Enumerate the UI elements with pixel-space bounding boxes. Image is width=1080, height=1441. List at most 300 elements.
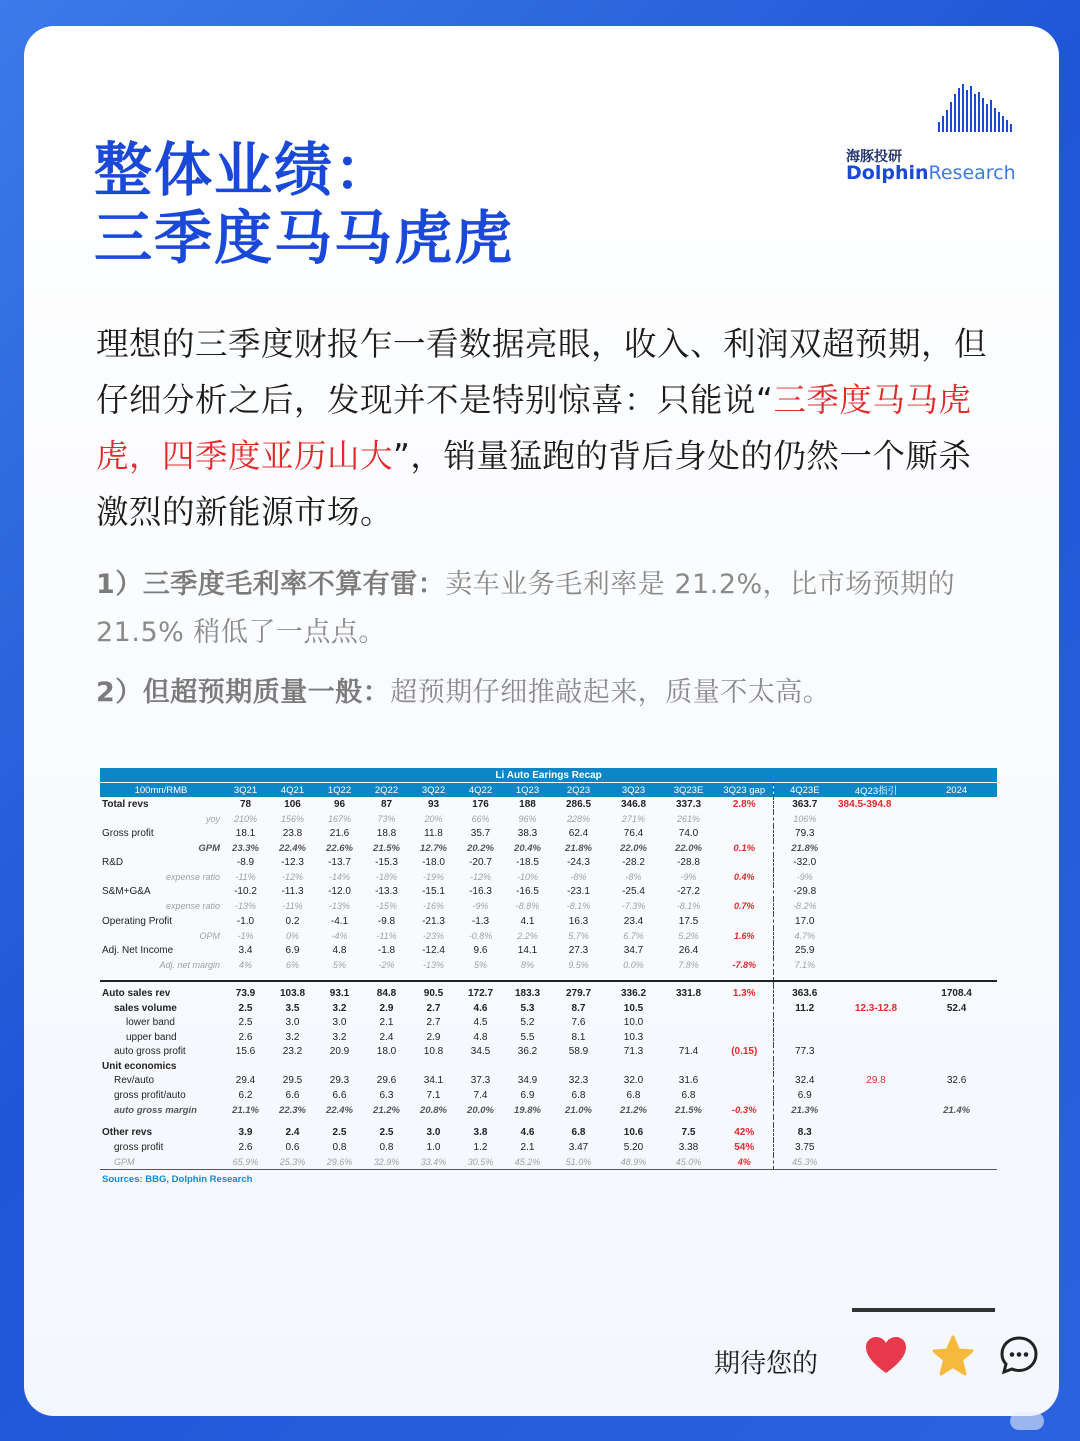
table-cell: 21.0% — [565, 1104, 592, 1116]
comment-icon[interactable] — [999, 1335, 1039, 1375]
star-icon[interactable] — [931, 1335, 975, 1377]
row-label: OPM — [199, 930, 220, 941]
table-cell: 21.2% — [620, 1104, 647, 1116]
table-cell: -7.8% — [716, 958, 773, 973]
earnings-recap-table — [100, 768, 997, 1187]
table-cell: 106 — [284, 798, 301, 810]
table-cell: 21.8% — [791, 842, 819, 854]
row-label: lower band — [126, 1017, 175, 1029]
table-cell: -28.2 — [622, 857, 645, 869]
table-cell: 6.8 — [681, 1090, 696, 1102]
table-cell — [836, 826, 916, 841]
table-cell — [836, 870, 916, 885]
title-line-2: 三季度马马虎虎 — [94, 204, 515, 272]
table-cell: 35.7 — [470, 827, 491, 839]
table-cell: 78 — [239, 798, 252, 810]
table-cell: 25.3% — [279, 1156, 306, 1167]
table-cell: 45.0% — [675, 1156, 702, 1167]
table-cell: 1708.4 — [941, 987, 972, 999]
table-cell — [916, 1140, 997, 1155]
card — [24, 26, 1059, 1416]
point-1-lead: 1）三季度毛利率不算有雷： — [96, 569, 446, 600]
table-cell: 22.3% — [279, 1104, 306, 1116]
table-cell: -1.3 — [471, 915, 490, 927]
table-cell: 4.7% — [794, 930, 815, 941]
table-cell: -1.8 — [377, 944, 396, 956]
table-cell: -16.3 — [469, 886, 492, 898]
table-cell: -9% — [796, 872, 813, 883]
table-cell: 96 — [333, 798, 346, 810]
row-label: upper band — [126, 1031, 177, 1043]
table-cell: (0.15) — [716, 1045, 773, 1060]
table-cell: -4.1 — [330, 915, 349, 927]
table-cell: 36.2 — [517, 1046, 538, 1058]
table-cell: 22.4% — [326, 1104, 353, 1116]
table-cell — [916, 1045, 997, 1060]
table-cell: 2.8% — [716, 797, 773, 812]
table-row — [100, 797, 997, 812]
table-cell: 5.5 — [520, 1031, 535, 1043]
table-cell: 6.9 — [520, 1090, 535, 1102]
table-cell: 5.20 — [623, 1141, 644, 1153]
table-cell: 286.5 — [565, 798, 592, 810]
table-cell: 0.0% — [623, 959, 644, 970]
table-cell: 93.1 — [329, 987, 350, 999]
table-cell: 25.9 — [795, 944, 815, 956]
table-cell: -12.3 — [281, 857, 304, 869]
table-cell: 29.4 — [235, 1075, 256, 1087]
table-cell: -11% — [282, 901, 303, 912]
row-label: Rev/auto — [114, 1075, 155, 1087]
table-cell — [716, 1074, 773, 1089]
row-label: Total revs — [102, 798, 149, 810]
table-cell: 0.8 — [332, 1141, 347, 1153]
table-cell: 346.8 — [620, 798, 647, 810]
table-row — [100, 928, 997, 943]
table-cell: 7.8% — [678, 959, 699, 970]
logo-en-bold: Dolphin — [846, 162, 929, 184]
table-cell: 29.8 — [866, 1075, 886, 1087]
table-cell — [661, 1030, 716, 1045]
table-cell: -13.3 — [375, 886, 398, 898]
table-cell: 8% — [520, 959, 534, 970]
table-cell: 31.6 — [678, 1075, 699, 1087]
table-cell: -9.8 — [377, 915, 396, 927]
intro-paragraph — [96, 316, 1001, 540]
row-label: Operating Profit — [102, 915, 173, 927]
table-cell: -15.1 — [422, 886, 445, 898]
table-cell: 3.0 — [426, 1127, 441, 1139]
table-cell — [716, 885, 773, 900]
table-cell — [836, 1059, 916, 1074]
table-cell: 21.8% — [565, 842, 592, 854]
row-label: yoy — [205, 813, 220, 824]
title-line-1: 整体业绩： — [94, 136, 395, 204]
point-1-body: 卖车业务毛利率是 21.2%，比市场预期的 21.5% 稍低了一点点。 — [96, 569, 956, 648]
table-cell: -27.2 — [677, 886, 700, 898]
table-cell: -19% — [422, 872, 444, 883]
table-cell: 156% — [280, 813, 305, 824]
table-cell: 3.8 — [473, 1127, 488, 1139]
table-row — [100, 870, 997, 885]
table-cell: 5.3 — [520, 1002, 535, 1014]
table-cell: 20% — [424, 813, 443, 824]
table-cell: 210% — [233, 813, 258, 824]
table-cell: 48.9% — [620, 1156, 647, 1167]
row-label: Auto sales rev — [102, 987, 171, 999]
table-header-cell: 3Q22 — [410, 783, 457, 798]
table-cell: 336.2 — [620, 987, 647, 999]
table-cell: -23.1 — [567, 886, 590, 898]
table-cell: 10.3 — [623, 1031, 644, 1043]
point-2-lead: 2）但超预期质量一般： — [96, 677, 391, 708]
table-cell: -13% — [328, 901, 350, 912]
recap-table — [100, 768, 997, 1187]
table-cell: 2.5 — [238, 1002, 253, 1014]
table-cell: 3.38 — [678, 1141, 699, 1153]
table-cell — [836, 899, 916, 914]
table-cell: 22.0% — [675, 842, 702, 854]
table-cell: 2.5 — [379, 1127, 394, 1139]
table-header-cell: 3Q21 — [222, 783, 269, 798]
table-cell: 6.6 — [332, 1090, 347, 1102]
table-cell — [716, 826, 773, 841]
table-cell: 2.4 — [379, 1031, 394, 1043]
table-row — [100, 1015, 997, 1030]
table-cell: 52.4 — [946, 1002, 967, 1014]
table-cell: 2.6 — [238, 1141, 253, 1153]
table-row — [100, 986, 997, 1001]
table-cell: 7.1% — [794, 959, 815, 970]
table-cell: 0.6 — [285, 1141, 300, 1153]
table-row — [100, 1059, 997, 1074]
table-cell — [916, 1030, 997, 1045]
table-cell: 2.7 — [426, 1002, 441, 1014]
table-cell: 6.9 — [285, 944, 300, 956]
row-label: GPM — [198, 842, 220, 854]
table-cell: 3.2 — [332, 1002, 347, 1014]
table-cell: 0.2 — [285, 915, 300, 927]
table-cell: 4.8 — [473, 1031, 488, 1043]
table-cell: 71.3 — [623, 1046, 644, 1058]
table-cell: 384.5-394.8 — [838, 798, 892, 810]
table-cell — [773, 1030, 836, 1045]
page-title — [94, 136, 514, 272]
table-cell — [916, 1155, 997, 1170]
table-row — [100, 855, 997, 870]
table-cell: 2.2% — [517, 930, 538, 941]
table-cell: -12.0 — [328, 886, 351, 898]
intro-part-2: ”，销量猛跑的背后身处的仍然一个厮杀激烈的新能源市场。 — [96, 437, 972, 531]
table-cell: 77.3 — [795, 1046, 815, 1058]
table-cell: 79.3 — [795, 827, 815, 839]
table-cell: -2% — [378, 959, 395, 970]
table-cell: -12% — [469, 872, 491, 883]
table-cell: 8.3 — [797, 1127, 812, 1139]
table-cell: 20.9 — [329, 1046, 350, 1058]
table-cell: -4% — [331, 930, 348, 941]
table-cell — [716, 1030, 773, 1045]
table-cell — [716, 914, 773, 929]
table-cell: 0.7% — [716, 899, 773, 914]
table-cell: -8.9 — [236, 857, 255, 869]
row-label: R&D — [102, 857, 124, 869]
corner-watermark — [1010, 1412, 1044, 1430]
table-row — [100, 914, 997, 929]
table-cell — [836, 943, 916, 958]
table-cell — [716, 855, 773, 870]
table-cell — [661, 1059, 716, 1074]
table-cell — [836, 1155, 916, 1170]
table-cell: 22.0% — [620, 842, 647, 854]
table-cell: 93 — [427, 798, 440, 810]
table-cell — [316, 1059, 363, 1074]
table-cell: -32.0 — [793, 857, 817, 869]
footer-text: 期待您的 — [714, 1349, 819, 1379]
table-row — [100, 826, 997, 841]
row-label: GPM — [114, 1156, 135, 1167]
table-cell: 167% — [327, 813, 352, 824]
table-cell: 51.0% — [565, 1156, 592, 1167]
row-label: gross profit/auto — [114, 1090, 186, 1102]
row-label: S&M+G&A — [102, 886, 151, 898]
table-cell — [606, 1059, 661, 1074]
table-cell: 4% — [238, 959, 252, 970]
table-cell: -29.8 — [793, 886, 817, 898]
table-cell: 21.2% — [373, 1104, 400, 1116]
table-cell: 172.7 — [467, 987, 494, 999]
table-cell: 34.5 — [470, 1046, 491, 1058]
table-cell: 3.0 — [285, 1017, 300, 1029]
table-cell: 74.0 — [678, 827, 699, 839]
table-cell: 73% — [377, 813, 396, 824]
point-2 — [96, 669, 1006, 717]
table-cell: -8.1% — [676, 901, 701, 912]
table-cell: 103.8 — [279, 987, 306, 999]
table-cell: -8% — [625, 872, 642, 883]
row-label: auto gross profit — [114, 1046, 186, 1058]
table-cell: -9% — [472, 901, 489, 912]
spacer-row — [100, 972, 997, 981]
table-cell — [661, 1015, 716, 1030]
table-cell: 84.8 — [376, 987, 397, 999]
table-cell: 337.3 — [675, 798, 702, 810]
table-cell: -24.3 — [567, 857, 590, 869]
table-cell — [551, 1059, 606, 1074]
table-cell: -9% — [680, 872, 697, 883]
table-source: Sources: BBG, Dolphin Research — [102, 1174, 253, 1186]
table-cell: 65.9% — [232, 1156, 259, 1167]
table-cell: 90.5 — [423, 987, 444, 999]
table-cell: -15% — [375, 901, 397, 912]
table-cell: 58.9 — [568, 1046, 589, 1058]
table-cell — [836, 885, 916, 900]
table-cell: 2.9 — [379, 1002, 394, 1014]
table-cell: 54% — [716, 1140, 773, 1155]
table-cell: -25.4 — [622, 886, 645, 898]
table-cell: 5% — [332, 959, 346, 970]
table-cell — [269, 1059, 316, 1074]
table-cell: 32.6 — [946, 1075, 967, 1087]
table-cell: 21.4% — [943, 1104, 971, 1116]
table-cell: 21.1% — [232, 1104, 259, 1116]
table-cell — [836, 1088, 916, 1103]
point-2-body: 超预期仔细推敲起来，质量不太高。 — [390, 677, 831, 708]
table-row — [100, 812, 997, 827]
table-cell: 27.3 — [568, 944, 589, 956]
logo-bars-icon — [936, 82, 1022, 132]
table-cell: 76.4 — [623, 827, 644, 839]
table-cell: -0.8% — [468, 930, 493, 941]
table-cell: -16.5 — [516, 886, 539, 898]
table-cell: -11.3 — [281, 886, 304, 898]
spacer-row — [100, 1117, 997, 1125]
table-cell: 12.3-12.8 — [854, 1002, 898, 1014]
table-cell: 3.47 — [568, 1141, 589, 1153]
row-label: expense ratio — [165, 872, 220, 883]
table-cell: 6.2 — [238, 1090, 253, 1102]
table-cell: 7.6 — [571, 1017, 586, 1029]
table-cell — [916, 1059, 997, 1074]
table-cell: 0.1% — [716, 841, 773, 856]
table-cell — [836, 958, 916, 973]
table-cell: 188 — [519, 798, 536, 810]
table-row — [100, 958, 997, 973]
table-cell — [836, 841, 916, 856]
table-cell: 6.7% — [623, 930, 644, 941]
table-cell: 1.0 — [426, 1141, 441, 1153]
table-cell: 331.8 — [675, 987, 702, 999]
table-cell: 73.9 — [235, 987, 256, 999]
table-cell: 29.3 — [329, 1075, 350, 1087]
logo-en-text — [846, 162, 1016, 184]
table-cell: 4.1 — [520, 915, 535, 927]
table-cell: 261% — [676, 813, 701, 824]
table-cell: 2.5 — [238, 1017, 253, 1029]
table-cell: -8.2% — [792, 901, 817, 912]
table-row — [100, 885, 997, 900]
table-cell — [716, 812, 773, 827]
table-cell — [916, 1125, 997, 1140]
table-cell: 45.2% — [514, 1156, 541, 1167]
table-cell: 34.9 — [517, 1075, 538, 1087]
table-cell: 6% — [285, 959, 299, 970]
heart-icon[interactable] — [864, 1335, 908, 1375]
row-label: Unit economics — [102, 1060, 177, 1072]
table-header-cell: 2024 — [916, 783, 997, 798]
table-cell: 20.0% — [467, 1104, 494, 1116]
table-cell: 2.1 — [379, 1017, 394, 1029]
table-cell: -1.0 — [236, 915, 255, 927]
table-cell: 363.6 — [792, 987, 818, 999]
table-cell: 18.0 — [376, 1046, 397, 1058]
table-cell: -12.4 — [422, 944, 445, 956]
table-cell: 3.0 — [332, 1017, 347, 1029]
table-cell — [716, 1001, 773, 1016]
table-cell: 23.3% — [232, 842, 259, 854]
table-cell: 2.1 — [520, 1141, 535, 1153]
table-cell — [661, 1001, 716, 1016]
table-cell: -11% — [376, 930, 397, 941]
table-cell: 10.6 — [623, 1127, 644, 1139]
dolphin-research-logo — [846, 82, 1026, 192]
table-cell: 17.0 — [795, 915, 815, 927]
table-cell — [916, 885, 997, 900]
table-cell — [716, 1015, 773, 1030]
table-header-cell: 4Q22 — [457, 783, 504, 798]
table-cell: 3.4 — [238, 944, 253, 956]
table-cell: 1.2 — [473, 1141, 488, 1153]
table-cell: 5.2% — [678, 930, 699, 941]
table-cell — [916, 943, 997, 958]
table-cell — [836, 1015, 916, 1030]
table-cell: 5.2 — [520, 1017, 535, 1029]
table-row — [100, 1088, 997, 1103]
table-cell — [504, 1059, 551, 1074]
table-header-cell: 3Q23 gap — [716, 783, 773, 798]
table-cell: 0.8 — [379, 1141, 394, 1153]
table-cell: 2.6 — [238, 1031, 253, 1043]
table-cell: 2.4 — [285, 1127, 300, 1139]
table-cell: 26.4 — [678, 944, 699, 956]
table-header-cell: 2Q22 — [363, 783, 410, 798]
table-cell: 9.6 — [473, 944, 488, 956]
table-cell — [916, 958, 997, 973]
table-cell: 20.8% — [420, 1104, 447, 1116]
table-cell: -13% — [422, 959, 444, 970]
table-cell: -16% — [422, 901, 444, 912]
table-cell: -1% — [237, 930, 254, 941]
table-cell: -20.7 — [469, 857, 492, 869]
table-cell: 16.3 — [568, 915, 589, 927]
table-cell: -23% — [422, 930, 444, 941]
table-row — [100, 1125, 997, 1140]
table-cell — [836, 914, 916, 929]
table-cell — [916, 797, 997, 812]
table-cell: 20.4% — [514, 842, 541, 854]
table-cell: 11.8 — [424, 827, 443, 839]
table-cell: 7.5 — [681, 1127, 696, 1139]
row-label: Gross profit — [102, 827, 154, 839]
table-cell: 32.4 — [795, 1075, 815, 1087]
row-label: sales volume — [114, 1002, 177, 1014]
table-cell: -10% — [516, 872, 538, 883]
point-1 — [96, 561, 1006, 657]
table-cell: 38.3 — [517, 827, 538, 839]
table-cell — [836, 1103, 916, 1118]
table-row — [100, 1140, 997, 1155]
table-cell — [916, 870, 997, 885]
table-cell: 7.1 — [426, 1090, 441, 1102]
table-cell: 176 — [472, 798, 489, 810]
table-cell: -13.7 — [328, 857, 351, 869]
table-cell: 10.8 — [423, 1046, 444, 1058]
table-cell — [716, 943, 773, 958]
table-cell — [836, 928, 916, 943]
table-header-cell: 1Q22 — [316, 783, 363, 798]
table-cell — [222, 1059, 269, 1074]
table-cell: 32.3 — [568, 1075, 589, 1087]
table-cell: 23.4 — [623, 915, 644, 927]
table-cell: 18.8 — [376, 827, 397, 839]
row-label: Other revs — [102, 1127, 153, 1139]
table-cell: 4% — [716, 1155, 773, 1170]
table-cell: 2.9 — [426, 1031, 441, 1043]
table-cell: 2.7 — [426, 1017, 441, 1029]
table-cell: 15.6 — [235, 1046, 256, 1058]
table-cell — [916, 855, 997, 870]
table-cell: 37.3 — [470, 1075, 491, 1087]
